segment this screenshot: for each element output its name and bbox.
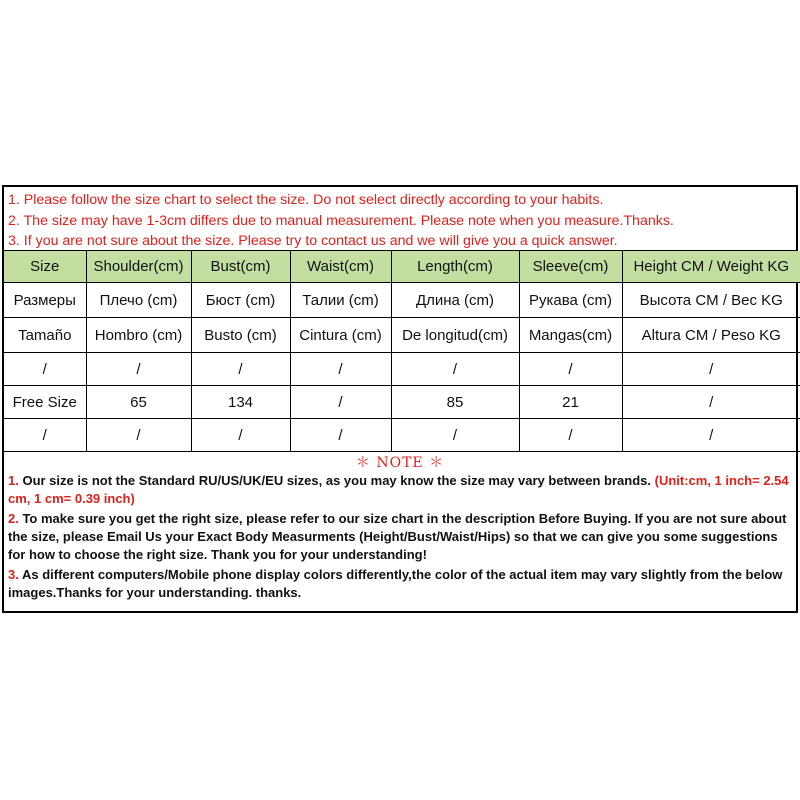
table-header-row <box>4 251 800 283</box>
instructions-block <box>4 187 796 251</box>
table-cell: Плечо (cm) <box>86 283 191 318</box>
table-cell: / <box>191 419 290 452</box>
header-cell: Length(cm) <box>391 251 519 283</box>
table-cell: / <box>4 353 86 386</box>
table-cell: / <box>519 353 622 386</box>
table-row <box>4 419 800 452</box>
note-section <box>4 454 796 602</box>
note-title: ＊ NOTE ＊ <box>355 455 445 471</box>
table-cell: / <box>290 386 391 419</box>
table-cell: Рукава (cm) <box>519 283 622 318</box>
header-cell: Size <box>4 251 86 283</box>
table-cell: Altura CM / Peso KG <box>622 318 800 353</box>
header-cell: Bust(cm) <box>191 251 290 283</box>
table-cell: / <box>86 353 191 386</box>
table-row <box>4 283 800 318</box>
table-cell: 85 <box>391 386 519 419</box>
table-cell: / <box>290 353 391 386</box>
table-cell: Cintura (cm) <box>290 318 391 353</box>
table-cell: / <box>622 353 800 386</box>
table-cell: Hombro (cm) <box>86 318 191 353</box>
table-cell: 21 <box>519 386 622 419</box>
note-3-number: 3. <box>8 567 19 582</box>
instruction-1: 1. Please follow the size chart to select the size. Do not select directly according to your habits. <box>8 192 604 208</box>
table-cell: / <box>391 419 519 452</box>
table-cell: Mangas(cm) <box>519 318 622 353</box>
table-cell: Длина (cm) <box>391 283 519 318</box>
note-1 <box>4 472 796 508</box>
table-cell: / <box>622 419 800 452</box>
note-1-text: Our size is not the Standard RU/US/UK/EU sizes, as you may know the size may vary between brands. <box>18 473 651 488</box>
header-cell: Waist(cm) <box>290 251 391 283</box>
header-cell: Shoulder(cm) <box>86 251 191 283</box>
table-row <box>4 386 800 419</box>
header-cell: Sleeve(cm) <box>519 251 622 283</box>
table-cell: De longitud(cm) <box>391 318 519 353</box>
table-cell: Busto (cm) <box>191 318 290 353</box>
note-2-number: 2. <box>8 511 19 526</box>
table-cell: / <box>4 419 86 452</box>
instruction-3: 3. If you are not sure about the size. Please try to contact us and we will give you a quick answer. <box>8 233 618 249</box>
table-cell: Бюст (cm) <box>191 283 290 318</box>
size-chart <box>2 185 798 613</box>
table-cell: / <box>86 419 191 452</box>
header-cell: Height CM / Weight KG <box>622 251 800 283</box>
table-cell: Free Size <box>4 386 86 419</box>
table-cell: / <box>391 353 519 386</box>
table-cell: / <box>622 386 800 419</box>
table-cell: 134 <box>191 386 290 419</box>
table-row <box>4 353 800 386</box>
table-cell: / <box>191 353 290 386</box>
table-cell: Талии (cm) <box>290 283 391 318</box>
table-cell: Tamaño <box>4 318 86 353</box>
unit-conversion: (Unit:cm, 1 inch= 2.54 cm, 1 cm= 0.39 inch) <box>8 473 789 506</box>
table-cell: 65 <box>86 386 191 419</box>
table-cell: Размеры <box>4 283 86 318</box>
table-row <box>4 318 800 353</box>
size-table <box>4 251 800 452</box>
note-3 <box>4 566 796 602</box>
note-3-text: As different computers/Mobile phone display colors differently,the color of the actual item may vary slightly from the below images.Thanks for your understanding. thanks. <box>8 567 783 600</box>
table-cell: / <box>290 419 391 452</box>
instruction-2: 2. The size may have 1-3cm differs due to manual measurement. Please note when you measure.Thanks. <box>8 212 674 229</box>
note-2-text: To make sure you get the right size, please refer to our size chart in the description Before Buying. If you are not sure about the size, please Email Us your Exact Body Measurments (Height/Bust/Waist/Hips) so that we can give you some suggestions for how to choose the right size. Thank you for your understanding! <box>8 511 787 562</box>
table-cell: / <box>519 419 622 452</box>
note-2 <box>4 510 796 564</box>
note-1-number: 1. <box>8 473 19 488</box>
table-cell: Высота CM / Вес KG <box>622 283 800 318</box>
